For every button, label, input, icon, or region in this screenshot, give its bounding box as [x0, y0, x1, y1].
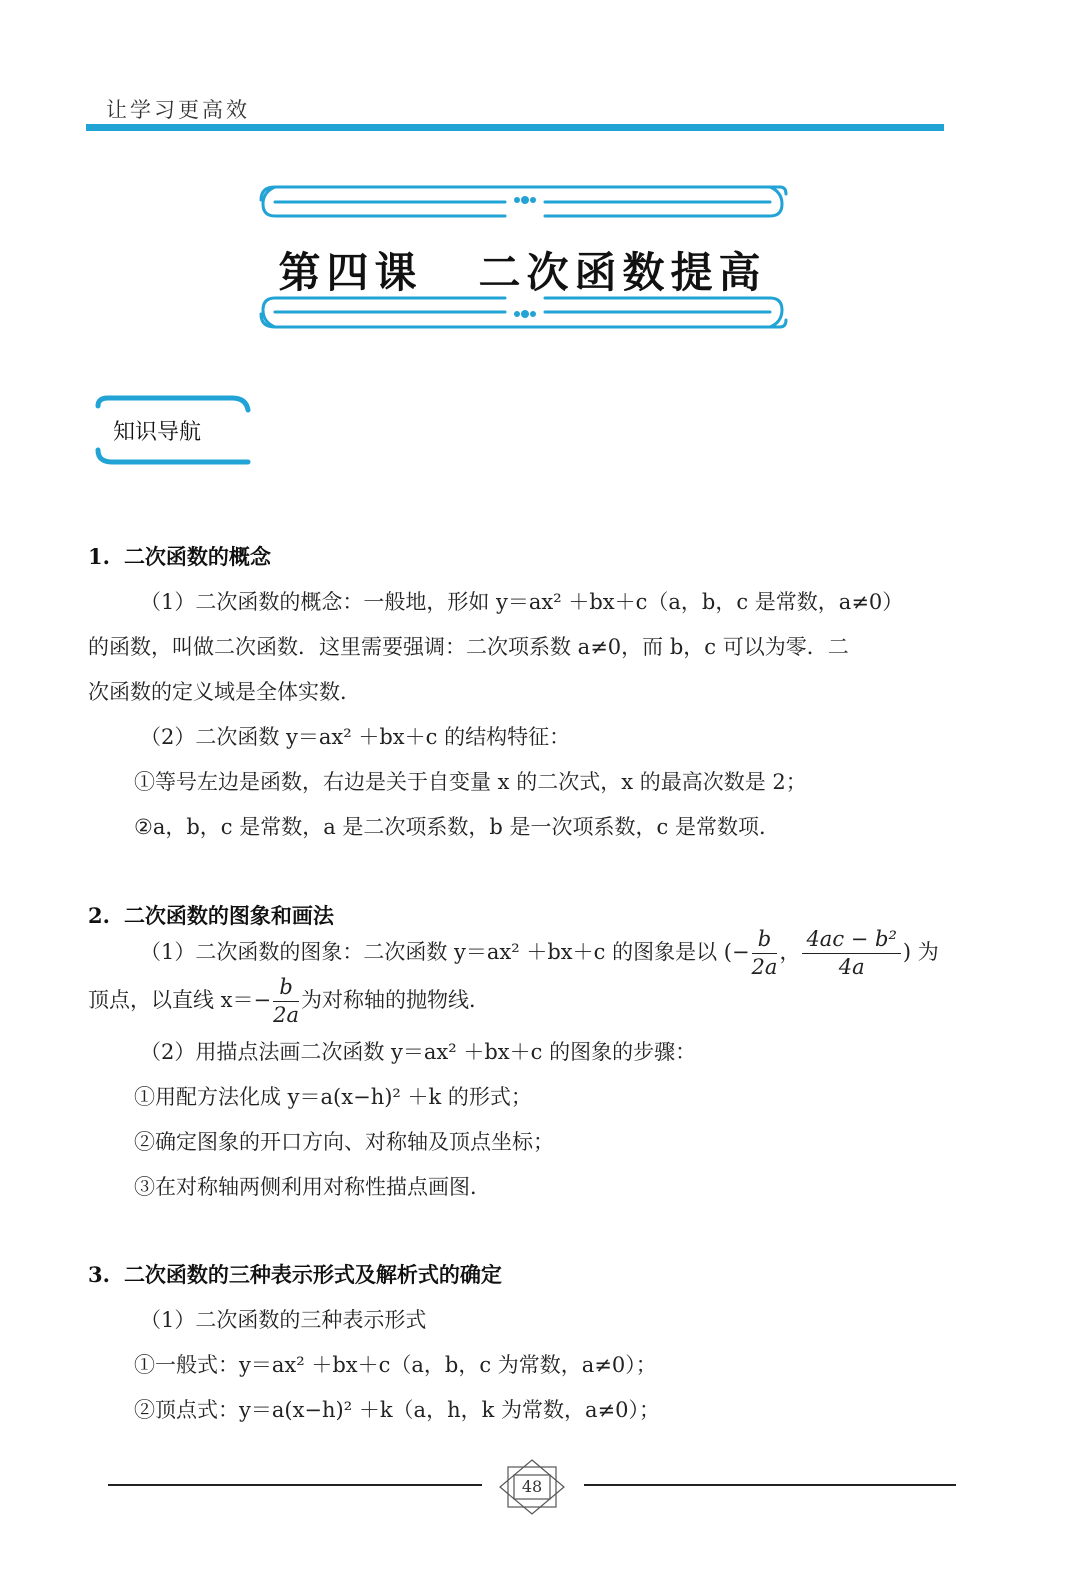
section-1-heading	[88, 541, 271, 571]
s1-list-item-2: ②a，b，c 是常数，a 是二次项系数，b 是一次项系数，c 是常数项．	[134, 815, 780, 839]
vertex-y-numerator: 4ac − b²	[802, 928, 900, 954]
s3-form-general: ①一般式：y＝ax² ＋bx＋c（a，b，c 为常数，a≠0）；	[134, 1353, 657, 1377]
vertex-x-numerator: b	[752, 928, 778, 954]
s2-paragraph-1-line-2	[88, 976, 490, 1027]
running-header: 让学习更高效	[106, 98, 250, 122]
lesson-number: 第四课	[278, 248, 423, 297]
header-rule	[86, 124, 944, 131]
axis-denominator: 2a	[273, 1003, 300, 1028]
section-2-number: 2.	[88, 903, 110, 928]
page-number: 48	[521, 1477, 543, 1496]
section-3-number: 3.	[88, 1262, 110, 1287]
s1-paragraph-1-line-1: （1）二次函数的概念：一般地，形如 y＝ax² ＋bx＋c（a，b，c 是常数，a≠0）	[140, 590, 904, 614]
s3-form-vertex: ②顶点式：y＝a(x−h)² ＋k（a，h，k 为常数，a≠0）；	[134, 1398, 660, 1422]
footer-rule-left	[108, 1484, 482, 1486]
section-2-heading	[88, 900, 334, 930]
s3-paragraph-1: （1）二次函数的三种表示形式	[140, 1308, 427, 1332]
section-1-number: 1.	[88, 544, 110, 569]
axis-fraction	[273, 976, 299, 1027]
s2-step-1: ①用配方法化成 y＝a(x−h)² ＋k 的形式；	[134, 1085, 532, 1109]
vertex-x-denominator: 2a	[751, 955, 778, 980]
s2-axis-lead: 顶点，以直线 x＝−	[88, 988, 272, 1013]
footer-rule-right	[584, 1484, 956, 1486]
section-2-title: 二次函数的图象和画法	[123, 904, 334, 928]
axis-numerator: b	[273, 976, 299, 1002]
vertex-y-fraction	[802, 928, 900, 979]
s2-paragraph-2: （2）用描点法画二次函数 y＝ax² ＋bx＋c 的图象的步骤：	[140, 1040, 697, 1064]
s1-paragraph-1-line-3: 次函数的定义域是全体实数．	[88, 680, 361, 704]
s2-paragraph-1-line-1	[140, 928, 939, 979]
section-3-title: 二次函数的三种表示形式及解析式的确定	[123, 1263, 502, 1287]
lesson-title	[255, 240, 790, 300]
nav-tag-label: 知识导航	[113, 420, 202, 445]
s2-vertex-lead: （1）二次函数的图象：二次函数 y＝ax² ＋bx＋c 的图象是以 (−	[140, 940, 750, 965]
s1-paragraph-2: （2）二次函数 y＝ax² ＋bx＋c 的结构特征：	[140, 725, 571, 749]
section-1-title: 二次函数的概念	[123, 545, 271, 569]
s2-step-3: ③在对称轴两侧利用对称性描点画图．	[134, 1175, 491, 1199]
s1-paragraph-1-line-2: 的函数，叫做二次函数．这里需要强调：二次项系数 a≠0，而 b，c 可以为零．二	[88, 635, 849, 659]
lesson-topic: 二次函数提高	[478, 248, 767, 297]
s2-axis-tail: 为对称轴的抛物线．	[301, 988, 491, 1013]
vertex-y-denominator: 4a	[838, 955, 865, 980]
s2-step-2: ②确定图象的开口方向、对称轴及顶点坐标；	[134, 1130, 554, 1154]
vertex-x-fraction	[752, 928, 778, 979]
s2-vertex-tail: ) 为	[902, 940, 939, 965]
s1-list-item-1: ①等号左边是函数，右边是关于自变量 x 的二次式，x 的最高次数是 2；	[134, 770, 807, 794]
section-3-heading	[88, 1259, 502, 1289]
vertex-comma: ，	[779, 940, 801, 965]
